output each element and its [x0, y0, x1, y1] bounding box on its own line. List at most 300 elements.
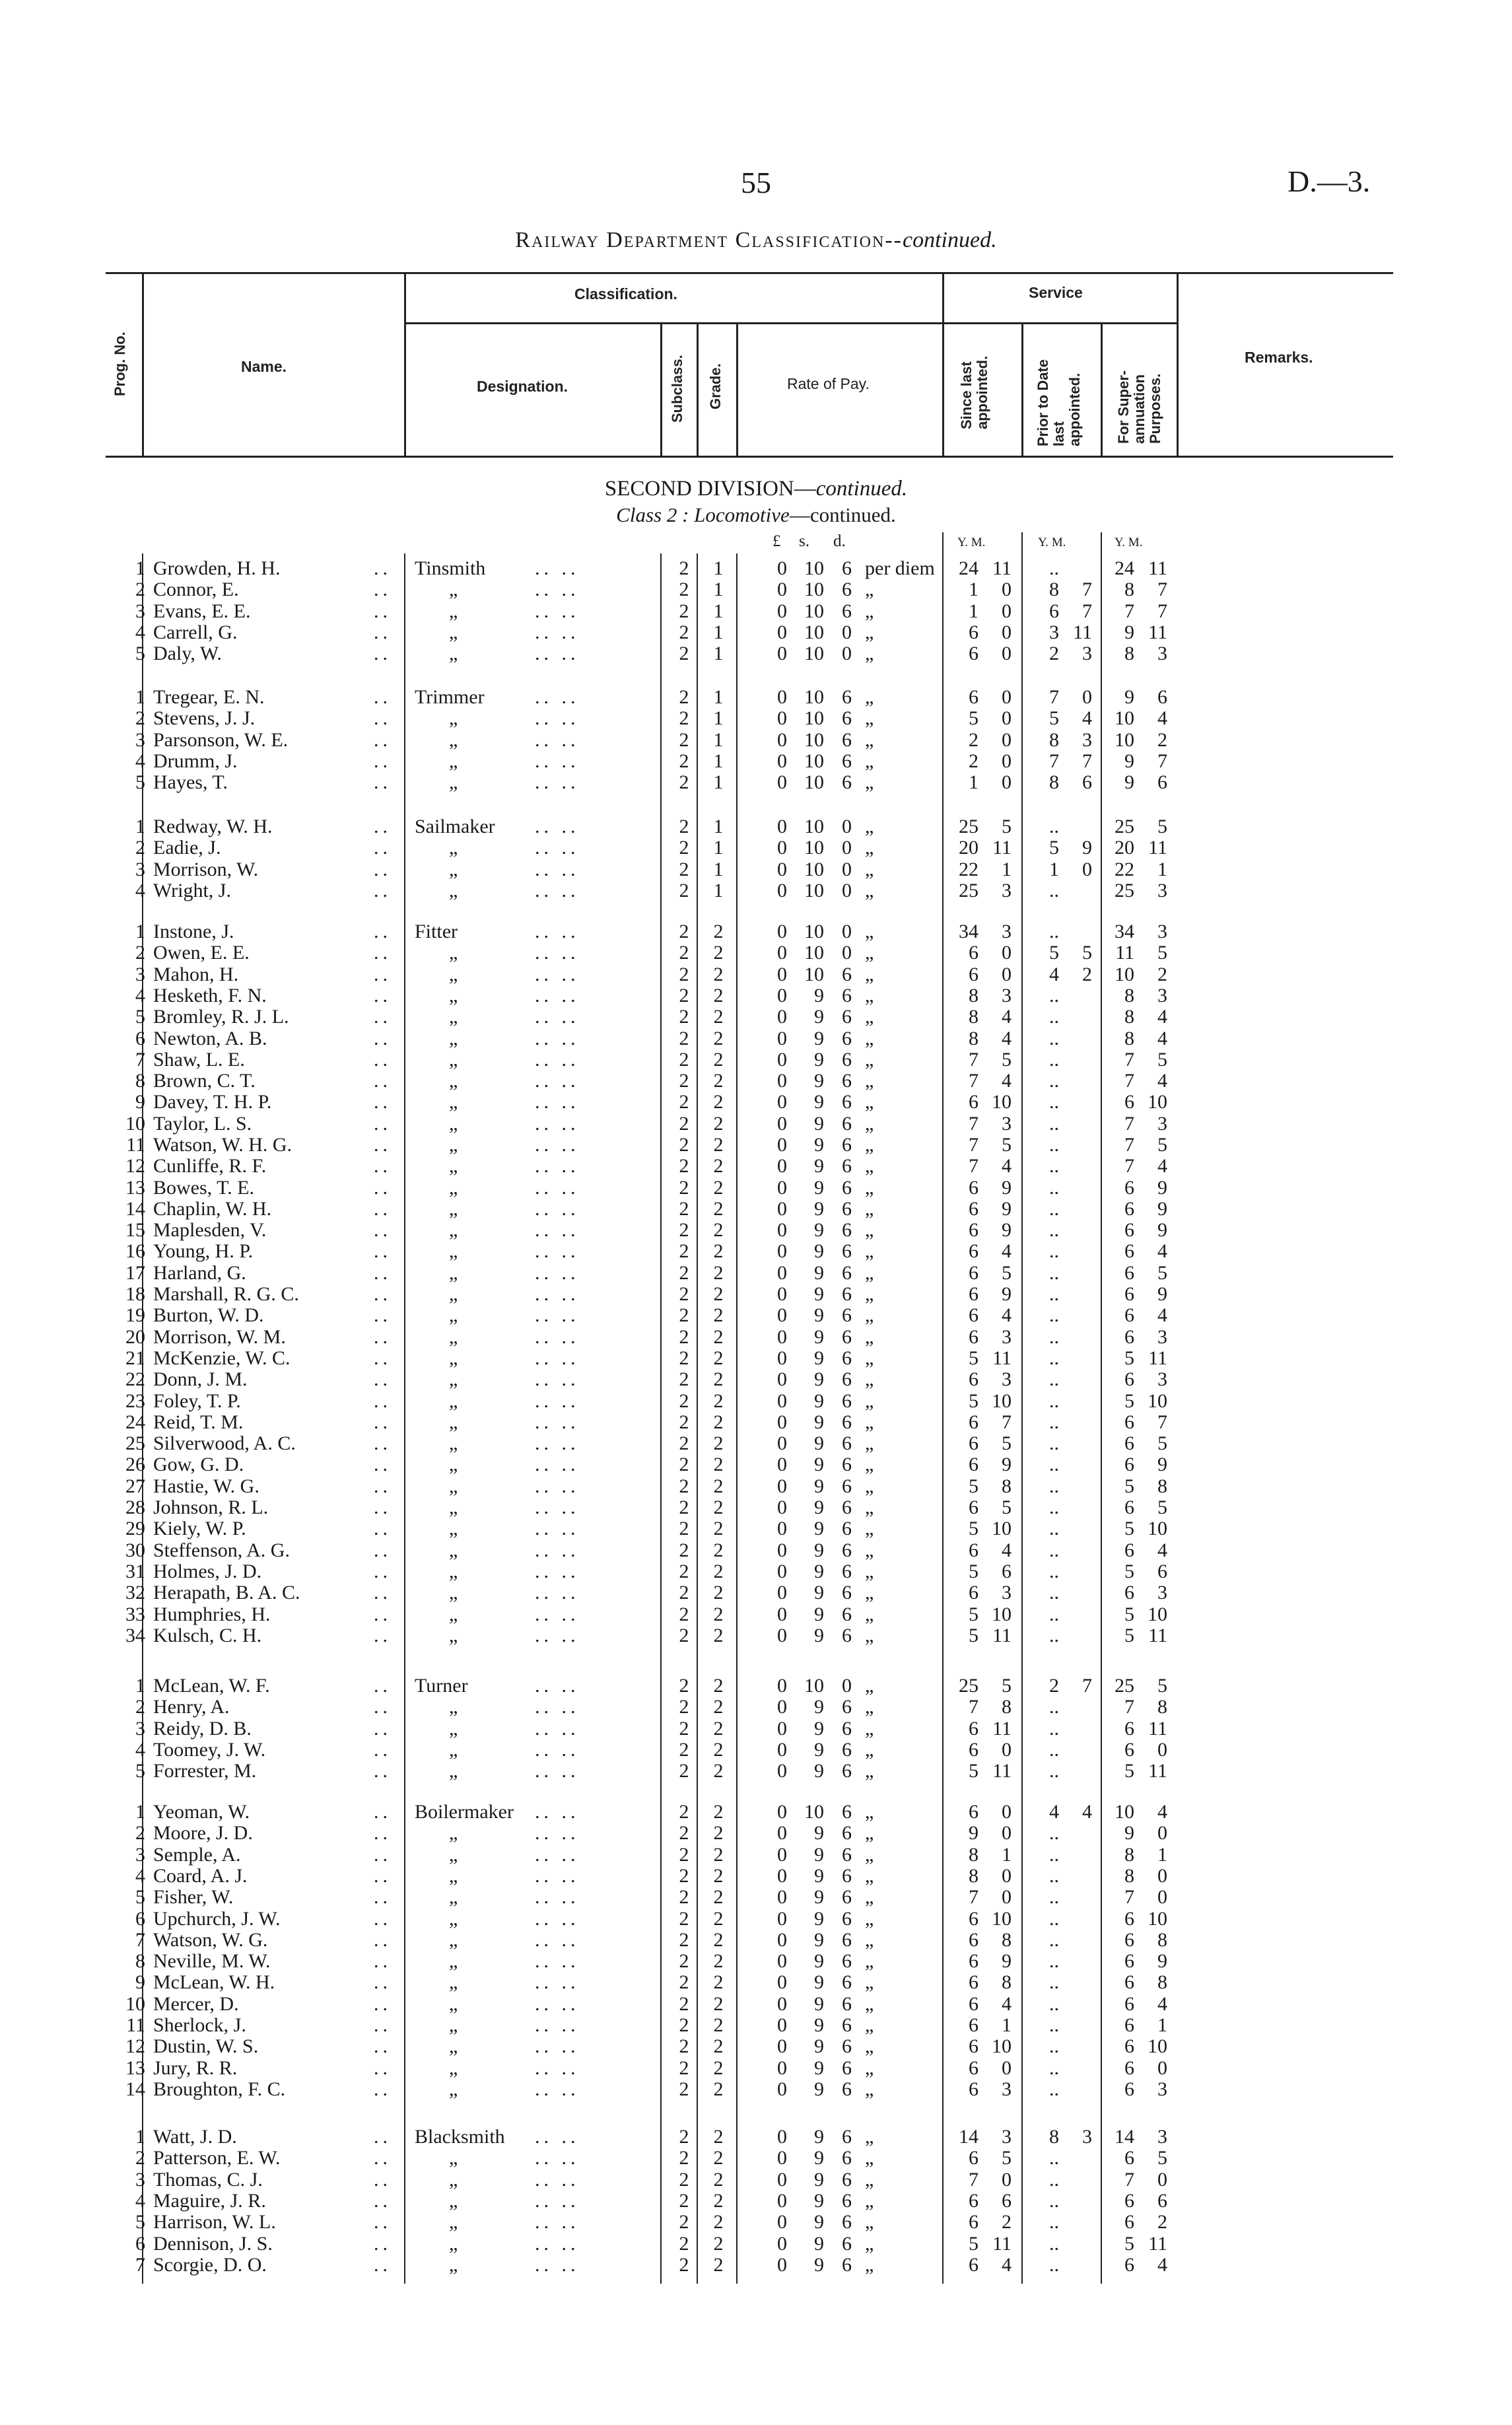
cell-no: 5	[135, 771, 145, 793]
table-row	[0, 1887, 1512, 1908]
cell-d: 6	[842, 1049, 852, 1071]
cell-d: 6	[842, 686, 852, 708]
cell-py: ..	[1049, 2233, 1059, 2255]
cell-py: ..	[1049, 1844, 1059, 1866]
cell-sy: 1	[969, 600, 979, 622]
leader-dots: ..	[374, 1496, 392, 1518]
cell-fy: 6	[1124, 1219, 1134, 1241]
ditto-mark: „	[449, 1091, 458, 1113]
table-row	[0, 1113, 1512, 1135]
table-row	[0, 2079, 1512, 2100]
cell-sm: 3	[1002, 1582, 1012, 1603]
cell-no: 2	[135, 2147, 145, 2169]
ditto-mark: „	[449, 1113, 458, 1135]
cell-fm: 4	[1157, 1070, 1167, 1092]
cell-grade: 1	[713, 729, 724, 751]
cell-sy: 6	[969, 1971, 979, 1993]
cell-grade: 2	[713, 1929, 724, 1951]
cell-d: 6	[842, 1177, 852, 1199]
ditto-mark: „	[449, 2169, 458, 2191]
cell-sub: 2	[679, 859, 689, 880]
ditto-mark: „	[449, 1326, 458, 1348]
cell-d: 6	[842, 2147, 852, 2169]
cell-d: 6	[842, 1971, 852, 1993]
cell-fm: 11	[1148, 837, 1167, 859]
cell-note: „	[865, 1390, 874, 1412]
cell-grade: 2	[713, 1390, 724, 1412]
cell-note: „	[865, 2190, 874, 2212]
cell-fy: 6	[1124, 2078, 1134, 2100]
cell-fy: 6	[1124, 1718, 1134, 1740]
table-row	[0, 1518, 1512, 1539]
cell-note: „	[865, 729, 874, 751]
cell-sub: 2	[679, 686, 689, 708]
cell-d: 0	[842, 621, 852, 643]
cell-s: 10	[804, 686, 824, 708]
cell-name: Donn, J. M.	[153, 1368, 248, 1390]
cell-pm: 2	[1082, 964, 1092, 985]
ditto-mark: „	[449, 1844, 458, 1866]
cell-d: 6	[842, 1028, 852, 1049]
cell-l: 0	[777, 1454, 787, 1475]
leader-dots: ..	[374, 1561, 392, 1582]
cell-grade: 2	[713, 1950, 724, 1972]
cell-l: 0	[777, 1091, 787, 1113]
cell-fy: 7	[1124, 1886, 1134, 1908]
cell-no: 22	[125, 1368, 145, 1390]
cell-no: 7	[135, 1049, 145, 1071]
cell-fm: 0	[1157, 1739, 1167, 1761]
cell-l: 0	[777, 1070, 787, 1092]
cell-sm: 0	[1002, 643, 1012, 664]
cell-l: 0	[777, 1886, 787, 1908]
cell-sy: 25	[959, 816, 979, 837]
cell-fm: 4	[1157, 1304, 1167, 1326]
cell-s: 10	[804, 859, 824, 880]
cell-no: 3	[135, 1844, 145, 1866]
leader-dots: ..	[374, 1219, 392, 1241]
prog-no-header: Prog. No.	[112, 332, 128, 396]
ditto-mark: „	[449, 1908, 458, 1930]
cell-s: 10	[804, 1801, 824, 1823]
ditto-mark: „	[449, 1432, 458, 1454]
cell-d: 6	[842, 1822, 852, 1844]
cell-sy: 7	[969, 2169, 979, 2191]
cell-s: 9	[814, 1432, 824, 1454]
cell-sub: 2	[679, 643, 689, 664]
cell-sm: 11	[992, 1760, 1012, 1782]
cell-l: 0	[777, 1993, 787, 2015]
cell-sy: 6	[969, 1582, 979, 1603]
cell-sub: 2	[679, 1283, 689, 1305]
cell-l: 0	[777, 1304, 787, 1326]
cell-sm: 9	[1002, 1950, 1012, 1972]
cell-sy: 6	[969, 2035, 979, 2057]
leader-dots: .. ..	[535, 1539, 580, 1561]
cell-no: 2	[135, 707, 145, 729]
table-row	[0, 708, 1512, 729]
super-unit: Y. M.	[1115, 536, 1143, 549]
cell-no: 1	[135, 686, 145, 708]
cell-fy: 6	[1124, 1582, 1134, 1603]
cell-sm: 0	[1002, 686, 1012, 708]
cell-l: 0	[777, 579, 787, 600]
ditto-mark: „	[449, 1625, 458, 1646]
cell-no: 4	[135, 2190, 145, 2212]
cell-name: Fisher, W.	[153, 1886, 234, 1908]
leader-dots: .. ..	[535, 1675, 580, 1697]
table-row	[0, 1006, 1512, 1028]
cell-sy: 6	[969, 942, 979, 964]
cell-d: 6	[842, 1283, 852, 1305]
cell-note: per diem	[865, 557, 935, 579]
cell-no: 6	[135, 2233, 145, 2255]
cell-fm: 9	[1157, 1454, 1167, 1475]
cell-d: 6	[842, 1368, 852, 1390]
cell-l: 0	[777, 1625, 787, 1646]
table-row	[0, 1951, 1512, 1972]
cell-sy: 6	[969, 1411, 979, 1433]
cell-fy: 6	[1124, 2057, 1134, 2079]
cell-py: ..	[1049, 1155, 1059, 1177]
leader-dots: ..	[374, 1390, 392, 1412]
ditto-mark: „	[449, 643, 458, 664]
leader-dots: .. ..	[535, 750, 580, 772]
cell-name: Drumm, J.	[153, 750, 238, 772]
leader-dots: ..	[374, 750, 392, 772]
leader-dots: ..	[374, 1028, 392, 1049]
leader-dots: .. ..	[535, 1518, 580, 1539]
cell-sub: 2	[679, 1198, 689, 1220]
table-row	[0, 1994, 1512, 2015]
cell-no: 1	[135, 2126, 145, 2148]
cell-grade: 1	[713, 643, 724, 664]
cell-d: 6	[842, 1006, 852, 1028]
cell-fy: 7	[1124, 1070, 1134, 1092]
cell-note: „	[865, 837, 874, 859]
cell-fy: 6	[1124, 1240, 1134, 1262]
cell-fm: 7	[1157, 579, 1167, 600]
cell-d: 6	[842, 1625, 852, 1646]
cell-name: Maplesden, V.	[153, 1219, 267, 1241]
leader-dots: .. ..	[535, 1240, 580, 1262]
cell-l: 0	[777, 1561, 787, 1582]
cell-sm: 5	[1002, 1675, 1012, 1697]
cell-l: 0	[777, 643, 787, 664]
cell-fm: 2	[1157, 964, 1167, 985]
cell-sm: 11	[992, 1347, 1012, 1369]
designation-header: Designation.	[477, 378, 568, 395]
cell-s: 9	[814, 1950, 824, 1972]
cell-py: ..	[1049, 1760, 1059, 1782]
cell-fm: 6	[1157, 2190, 1167, 2212]
cell-py: ..	[1049, 2254, 1059, 2276]
cell-sm: 3	[1002, 880, 1012, 901]
cell-note: „	[865, 1432, 874, 1454]
cell-name: Watson, W. H. G.	[153, 1134, 292, 1156]
class-name: Locomotive	[694, 503, 790, 526]
cell-grade: 2	[713, 1603, 724, 1625]
cell-no: 9	[135, 1971, 145, 1993]
leader-dots: .. ..	[535, 1971, 580, 1993]
ditto-mark: „	[449, 1865, 458, 1887]
table-row	[0, 1740, 1512, 1761]
cell-fy: 6	[1124, 2035, 1134, 2057]
cell-note: „	[865, 2078, 874, 2100]
cell-s: 10	[804, 600, 824, 622]
cell-grade: 2	[713, 2014, 724, 2036]
cell-sm: 4	[1002, 1993, 1012, 2015]
cell-sub: 2	[679, 1822, 689, 1844]
cell-py: ..	[1049, 1304, 1059, 1326]
table-row	[0, 1369, 1512, 1390]
prior-to-date-header: Prior to Date last appointed.	[1035, 359, 1083, 446]
cell-fm: 9	[1157, 1177, 1167, 1199]
ditto-mark: „	[449, 1561, 458, 1582]
table-row	[0, 1028, 1512, 1049]
cell-l: 0	[777, 1696, 787, 1718]
cell-sy: 22	[959, 859, 979, 880]
cell-pm: 7	[1082, 579, 1092, 600]
cell-fm: 9	[1157, 1283, 1167, 1305]
cell-grade: 2	[713, 1198, 724, 1220]
cell-sm: 0	[1002, 2169, 1012, 2191]
cell-no: 34	[125, 1625, 145, 1646]
cell-s: 9	[814, 1113, 824, 1135]
leader-dots: ..	[374, 1582, 392, 1603]
leader-dots: .. ..	[535, 1432, 580, 1454]
cell-sy: 6	[969, 1801, 979, 1823]
cell-note: „	[865, 1454, 874, 1475]
cell-l: 0	[777, 621, 787, 643]
cell-fm: 8	[1157, 1929, 1167, 1951]
leader-dots: .. ..	[535, 1561, 580, 1582]
cell-l: 0	[777, 1950, 787, 1972]
table-row	[0, 1412, 1512, 1433]
cell-name: Stevens, J. J.	[153, 707, 256, 729]
cell-sub: 2	[679, 2233, 689, 2255]
table-row	[0, 1327, 1512, 1348]
pence-unit: d.	[833, 532, 846, 550]
ditto-mark: „	[449, 1822, 458, 1844]
cell-d: 6	[842, 1718, 852, 1740]
cell-grade: 2	[713, 1219, 724, 1241]
cell-fy: 6	[1124, 1496, 1134, 1518]
cell-name: Thomas, C. J.	[153, 2169, 263, 2191]
cell-fm: 1	[1157, 859, 1167, 880]
table-row	[0, 1092, 1512, 1113]
cell-fm: 3	[1157, 1368, 1167, 1390]
cell-s: 10	[804, 837, 824, 859]
table-row	[0, 1454, 1512, 1475]
cell-py: ..	[1049, 1113, 1059, 1135]
cell-d: 6	[842, 771, 852, 793]
cell-name: Silverwood, A. C.	[153, 1432, 296, 1454]
cell-l: 0	[777, 985, 787, 1006]
cell-grade: 2	[713, 2169, 724, 2191]
cell-fy: 8	[1124, 643, 1134, 664]
cell-l: 0	[777, 557, 787, 579]
cell-name: Marshall, R. G. C.	[153, 1283, 299, 1305]
cell-note: „	[865, 2211, 874, 2233]
table-row	[0, 1156, 1512, 1177]
cell-s: 9	[814, 1070, 824, 1092]
cell-s: 9	[814, 1326, 824, 1348]
cell-grade: 1	[713, 579, 724, 600]
leader-dots: ..	[374, 2078, 392, 2100]
cell-fy: 6	[1124, 1993, 1134, 2015]
cell-no: 14	[125, 1198, 145, 1220]
pounds-unit: £	[773, 532, 781, 550]
cell-sub: 2	[679, 2211, 689, 2233]
cell-grade: 2	[713, 1625, 724, 1646]
cell-name: Newton, A. B.	[153, 1028, 267, 1049]
cell-s: 9	[814, 2057, 824, 2079]
leader-dots: .. ..	[535, 2190, 580, 2212]
cell-sub: 2	[679, 1739, 689, 1761]
table-row	[0, 816, 1512, 837]
leader-dots: .. ..	[535, 2035, 580, 2057]
cell-pm: 4	[1082, 1801, 1092, 1823]
ditto-mark: „	[449, 1262, 458, 1284]
leader-dots: ..	[374, 1908, 392, 1930]
cell-name: Carrell, G.	[153, 621, 238, 643]
cell-no: 1	[135, 1675, 145, 1697]
cell-s: 9	[814, 1822, 824, 1844]
table-row	[0, 1241, 1512, 1262]
cell-d: 6	[842, 707, 852, 729]
cell-fy: 10	[1115, 1801, 1134, 1823]
leader-dots: .. ..	[535, 707, 580, 729]
cell-grade: 1	[713, 837, 724, 859]
cell-s: 9	[814, 1865, 824, 1887]
cell-sub: 2	[679, 579, 689, 600]
cell-note: „	[865, 1091, 874, 1113]
leader-dots: ..	[374, 600, 392, 622]
cell-fy: 6	[1124, 1304, 1134, 1326]
leader-dots: .. ..	[535, 1950, 580, 1972]
cell-fm: 9	[1157, 1950, 1167, 1972]
cell-py: ..	[1049, 1240, 1059, 1262]
cell-fm: 3	[1157, 985, 1167, 1006]
table-row	[0, 1433, 1512, 1454]
cell-no: 1	[135, 816, 145, 837]
cell-fy: 6	[1124, 1908, 1134, 1930]
cell-name: Parsonson, W. E.	[153, 729, 289, 751]
table-row	[0, 730, 1512, 751]
cell-py: 6	[1049, 600, 1059, 622]
cell-s: 10	[804, 729, 824, 751]
cell-name: Growden, H. H.	[153, 557, 281, 579]
cell-no: 28	[125, 1496, 145, 1518]
cell-s: 9	[814, 1971, 824, 1993]
cell-name: Broughton, F. C.	[153, 2078, 286, 2100]
cell-l: 0	[777, 2233, 787, 2255]
cell-d: 6	[842, 1070, 852, 1092]
ditto-mark: „	[449, 600, 458, 622]
cell-sub: 2	[679, 1049, 689, 1071]
leader-dots: ..	[374, 1603, 392, 1625]
cell-l: 0	[777, 1760, 787, 1782]
cell-fm: 11	[1148, 621, 1167, 643]
ditto-mark: „	[449, 2014, 458, 2036]
cell-sy: 6	[969, 1326, 979, 1348]
cell-grade: 2	[713, 1971, 724, 1993]
cell-no: 4	[135, 880, 145, 901]
cell-no: 3	[135, 729, 145, 751]
cell-fy: 6	[1124, 1091, 1134, 1113]
cell-sy: 6	[969, 1539, 979, 1561]
ditto-mark: „	[449, 621, 458, 643]
cell-fy: 34	[1115, 921, 1134, 942]
ditto-mark: „	[449, 2057, 458, 2079]
cell-name: Patterson, E. W.	[153, 2147, 281, 2169]
cell-note: „	[865, 1219, 874, 1241]
name-header: Name.	[241, 358, 287, 375]
cell-sub: 2	[679, 2035, 689, 2057]
cell-grade: 1	[713, 686, 724, 708]
cell-sm: 11	[992, 1718, 1012, 1740]
cell-no: 11	[126, 1134, 145, 1156]
cell-py: 4	[1049, 964, 1059, 985]
cell-no: 31	[125, 1561, 145, 1582]
cell-name: Taylor, L. S.	[153, 1113, 252, 1135]
cell-sm: 9	[1002, 1454, 1012, 1475]
cell-py: ..	[1049, 1177, 1059, 1199]
leader-dots: ..	[374, 1006, 392, 1028]
cell-grade: 2	[713, 1432, 724, 1454]
cell-no: 19	[125, 1304, 145, 1326]
cell-sy: 5	[969, 1603, 979, 1625]
cell-sm: 3	[1002, 2078, 1012, 2100]
leader-dots: ..	[374, 1675, 392, 1697]
cell-d: 6	[842, 750, 852, 772]
cell-s: 9	[814, 1739, 824, 1761]
cell-d: 6	[842, 1582, 852, 1603]
division-heading	[0, 477, 1512, 501]
cell-name: Hastie, W. G.	[153, 1475, 259, 1497]
cell-py: ..	[1049, 1993, 1059, 2015]
cell-sy: 1	[969, 771, 979, 793]
leader-dots: .. ..	[535, 1739, 580, 1761]
cell-l: 0	[777, 1326, 787, 1348]
ditto-mark: „	[449, 964, 458, 985]
cell-no: 3	[135, 964, 145, 985]
cell-l: 0	[777, 600, 787, 622]
table-row	[0, 1718, 1512, 1740]
cell-sy: 6	[969, 1198, 979, 1220]
cell-d: 6	[842, 1304, 852, 1326]
cell-fy: 6	[1124, 2190, 1134, 2212]
cell-sm: 4	[1002, 1155, 1012, 1177]
cell-sy: 6	[969, 1368, 979, 1390]
cell-sy: 25	[959, 880, 979, 901]
cell-d: 6	[842, 2057, 852, 2079]
cell-l: 0	[777, 1283, 787, 1305]
cell-grade: 2	[713, 1822, 724, 1844]
cell-sm: 1	[1002, 2014, 1012, 2036]
cell-py: 8	[1049, 729, 1059, 751]
cell-sub: 2	[679, 1539, 689, 1561]
leader-dots: .. ..	[535, 859, 580, 880]
cell-sub: 2	[679, 707, 689, 729]
cell-note: „	[865, 2254, 874, 2276]
cell-d: 0	[842, 1675, 852, 1697]
classification-header: Classification.	[574, 285, 677, 302]
cell-sm: 9	[1002, 1198, 1012, 1220]
leader-dots: ..	[374, 1134, 392, 1156]
cell-d: 6	[842, 1518, 852, 1539]
